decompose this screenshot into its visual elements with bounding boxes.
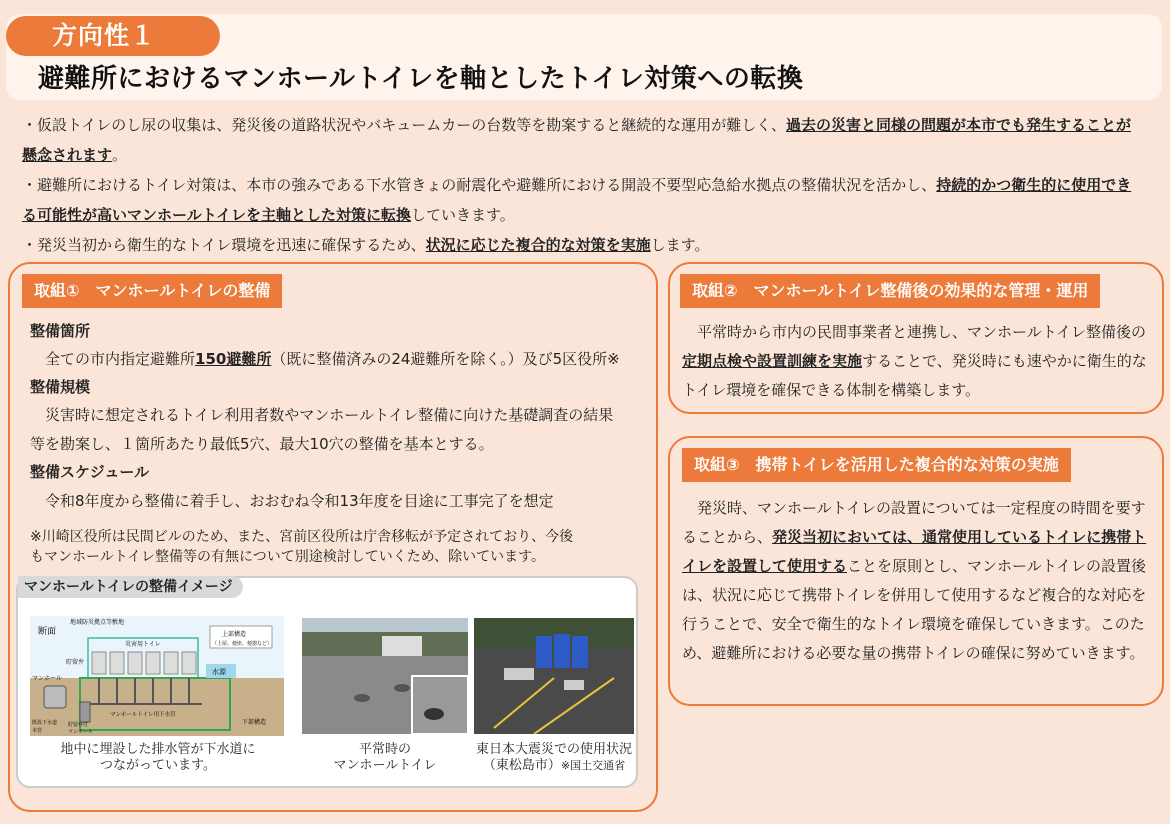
initiative-1-panel: [8, 262, 658, 812]
initiative-2-panel: [668, 262, 1164, 414]
location-heading: 整備箇所: [30, 322, 91, 340]
schedule-heading: 整備スケジュール: [30, 463, 150, 481]
caption-normal-manhole: 平常時の マンホールトイレ: [333, 742, 437, 773]
intro-paragraph-3: ・発災当初から衛生的なトイレ環境を迅速に確保するため、状況に応じた複合的な対策を実施します。: [22, 236, 710, 254]
svg-text:マンホール: マンホール: [68, 729, 93, 735]
direction-tag: 方向性１: [6, 16, 220, 56]
location-text: 全ての市内指定避難所150避難所（既に整備済みの24避難所を除く。）及び5区役所※: [30, 350, 620, 368]
label-chosui2: 貯留弁付: [68, 722, 89, 728]
scale-text-line-2: 等を勘案し、１箇所あたり最低5穴、最大10穴の整備を基本とする。: [30, 435, 494, 453]
page-title: 避難所におけるマンホールトイレを軸としたトイレ対策への転換: [38, 64, 804, 94]
label-saigai: 災害用トイレ: [125, 641, 161, 648]
initiative-1-tag: 取組① マンホールトイレの整備: [22, 274, 282, 308]
intro-paragraph-1: ・仮設トイレのし尿の収集は、発災後の道路状況やバキュームカーの台数等を勘案すると継続的な運用が難しく、過去の災害と同様の問題が本市でも発生することが懸念されます。: [22, 116, 1131, 164]
photo-earthquake-usage: [474, 618, 634, 734]
initiative-2-tag: 取組② マンホールトイレ整備後の効果的な管理・運用: [680, 274, 1100, 308]
image-box: [16, 576, 638, 788]
intro-paragraph-2: ・避難所におけるトイレ対策は、本市の強みである下水管きょの耐震化や避難所における開設不要型応急給水拠点の整備状況を活かし、持続的かつ衛生的に使用できる可能性が高いマンホールトイレを主軸とした対策に転換していきます。: [22, 176, 1132, 224]
intro-text: [22, 110, 1142, 260]
caption-diagram: 地中に埋設した排水管が下水道に つながっています。: [60, 742, 256, 773]
label-chiiki: 地域防災拠点等敷地: [70, 619, 125, 626]
label-pipe: マンホールトイレ用下水管: [110, 712, 176, 718]
label-kabu: 下部構造: [242, 719, 267, 726]
initiative-2-text: 平常時から市内の民間事業者と連携し、マンホールトイレ整備後の定期点検や設置訓練を実施することで、発災時にも速やかに衛生的なトイレ環境を確保できる体制を構築します。: [682, 323, 1147, 399]
label-suigen: 水源: [212, 668, 226, 676]
svg-text:本管: 本管: [32, 728, 43, 734]
label-danmen: 断面: [38, 627, 57, 637]
label-joubu2: （上屋、便座、便器など）: [212, 641, 273, 647]
cross-section-diagram: [30, 616, 284, 736]
label-manhole: マンホール: [32, 675, 62, 682]
initiative-3-text: 発災時、マンホールトイレの設置については一定程度の時間を要することから、発災当初においては、通常使用しているトイレに携帯トイレを設置して使用することを原則とし、マンホールトイレの設置後は、状況に応じて携帯トイレを併用して使用するなど複合的な対応を行うことで、安全で衛生的なトイレ環境を確保していきます。このため、避難所における必要な量の携帯トイレの確保に努めていきます。: [682, 499, 1147, 662]
caption-earthquake-usage: 東日本大震災での使用状況 （東松島市）※国土交通省: [475, 742, 632, 773]
scale-text-line-1: 災害時に想定されるトイレ利用者数やマンホールトイレ整備に向けた基礎調査の結果: [30, 406, 614, 424]
label-joubu: 上部構造: [222, 631, 247, 638]
schedule-text: 令和8年度から整備に着手し、おおむね令和13年度を目途に工事完了を想定: [30, 492, 554, 510]
initiative-3-panel: [668, 436, 1164, 706]
photo-normal-manhole: [302, 618, 468, 734]
label-kisetsu: 既設下水道: [32, 720, 58, 726]
scale-heading: 整備規模: [30, 378, 91, 396]
image-box-title: マンホールトイレの整備イメージ: [18, 576, 243, 598]
initiative-3-tag: 取組③ 携帯トイレを活用した複合的な対策の実施: [682, 448, 1071, 482]
note-line-2: もマンホールトイレ整備等の有無について別途検討していくため、除いています。: [30, 549, 546, 565]
label-chosui: 貯留弁: [66, 659, 85, 666]
note-line-1: ※川崎区役所は民間ビルのため、また、宮前区役所は庁舎移転が予定されており、今後: [30, 529, 574, 545]
